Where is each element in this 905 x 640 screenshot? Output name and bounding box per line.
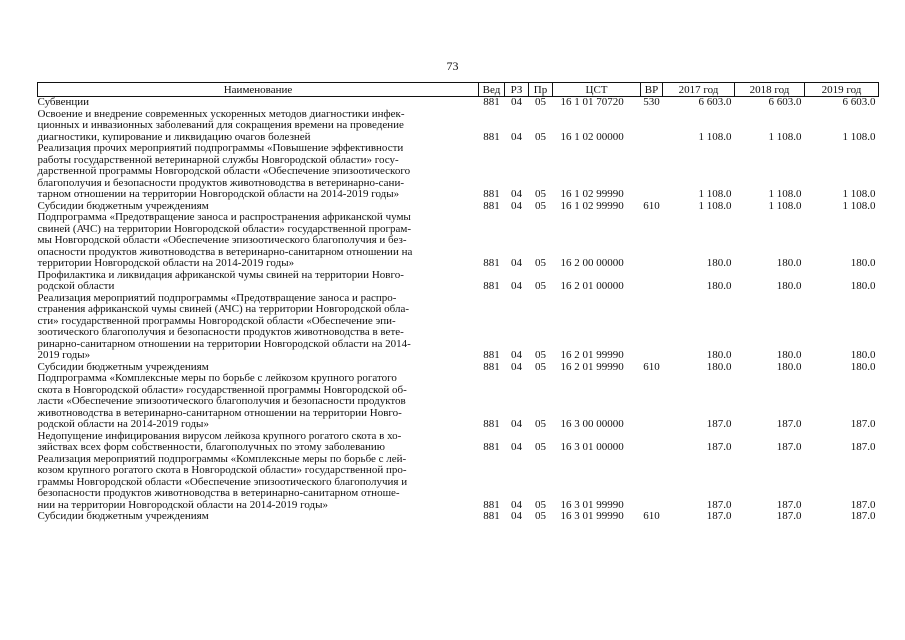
cell-rz: 04 [511, 441, 522, 453]
cell-cst: 16 1 02 00000 [560, 130, 624, 143]
cell-2018: 187.0 [776, 498, 802, 511]
cell-name-line: 2019 годы» [37, 349, 91, 361]
cell-vr: 530 [643, 96, 660, 108]
column-header-ved: Вед [479, 83, 505, 97]
cell-name-line: территории Новгородской области на 2014-2019 годы» [37, 257, 295, 269]
cell-name-line: Субсидии бюджетным учреждениям [37, 360, 209, 373]
column-header-name: Наименование [38, 83, 479, 97]
cell-vr [641, 212, 663, 270]
cell-name-line: Реализация прочих мероприятий подпрограммы «Повышение эффективности [37, 142, 404, 154]
cell-name-line: животноводства в ветеринарно-санитарном отношении на территории Новго- [37, 406, 402, 419]
page-number: 73 [446, 59, 459, 73]
cell-name-line: зоотического благополучия и безопасности продуктов животноводства в вете- [37, 326, 404, 338]
cell-2019: 1 108.0 [842, 130, 876, 143]
cell-2017: 6 603.0 [698, 96, 732, 108]
cell-2019: 1 108.0 [842, 199, 876, 212]
cell-cst: 16 3 01 00000 [560, 441, 624, 453]
table-body [38, 97, 879, 523]
cell-pr: 05 [535, 280, 546, 292]
column-header-rz: РЗ [505, 83, 529, 97]
cell-2017: 1 108.0 [698, 130, 732, 143]
cell-name-line: Реализация мероприятий подпрограммы «Комплексные меры по борьбе с лей- [37, 452, 407, 465]
cell-2018: 1 108.0 [768, 188, 802, 200]
cell-2017: 1 108.0 [698, 199, 732, 212]
cell-name [38, 293, 479, 362]
cell-name [38, 97, 479, 109]
cell-name-line: опасности продуктов животноводства в ветеринарно-санитарном отношении на [37, 245, 413, 258]
cell-vr [641, 270, 663, 293]
cell-name-line: тарном отношении на территории Новгородской области на 2014-2019 годы» [37, 188, 400, 200]
cell-2019: 187.0 [850, 441, 876, 453]
cell-name-line: козом крупного рогатого скота в Новгородской области» государственной про- [37, 464, 407, 476]
cell-ved: 881 [483, 199, 500, 212]
cell-ved: 881 [483, 349, 500, 361]
cell-ved: 881 [483, 418, 500, 430]
cell-cst: 16 3 01 99990 [560, 498, 624, 511]
cell-2017: 180.0 [706, 257, 732, 269]
cell-name-line: Подпрограмма «Предотвращение заноса и распространения африканской чумы [37, 211, 411, 223]
cell-rz: 04 [511, 188, 522, 200]
cell-name-line: свиней (АЧС) на территории Новгородской области» государственной програм- [37, 222, 412, 235]
cell-ved: 881 [483, 257, 500, 269]
column-header-2019: 2019 год [805, 83, 879, 97]
cell-2017: 187.0 [706, 510, 732, 522]
cell-vr: 610 [643, 510, 660, 522]
cell-cst: 16 2 01 00000 [560, 280, 624, 292]
cell-2018: 1 108.0 [768, 199, 802, 212]
cell-vr [641, 431, 663, 454]
cell-name-line: Субвенции [37, 96, 90, 108]
cell-2018: 187.0 [776, 510, 802, 522]
column-header-vr: ВР [641, 83, 663, 97]
cell-name-line: скота в Новгородской области» государственной программы Новгородской об- [37, 383, 407, 396]
cell-2017: 180.0 [706, 280, 732, 292]
cell-pr: 05 [535, 199, 546, 212]
cell-name-line: Реализация мероприятий подпрограммы «Предотвращение заноса и распро- [37, 291, 397, 304]
cell-name-line: диагностики, купирование и ликвидацию очагов болезней [37, 130, 311, 143]
cell-name-line: Субсидии бюджетным учреждениям [37, 199, 209, 212]
cell-2018: 180.0 [776, 280, 802, 292]
cell-rz: 04 [511, 349, 522, 361]
cell-cst: 16 1 02 99990 [560, 199, 624, 212]
cell-name-line: граммы Новгородской области «Обеспечение эпизоотического благополучия и [37, 475, 408, 488]
cell-pr: 05 [535, 360, 546, 373]
table-row [38, 212, 879, 270]
cell-cst: 16 3 00 00000 [560, 418, 624, 430]
cell-vr: 610 [643, 199, 660, 212]
cell-vr [641, 293, 663, 362]
cell-2017: 187.0 [706, 418, 732, 430]
cell-name [38, 431, 479, 454]
cell-2018: 180.0 [776, 360, 802, 373]
cell-ved: 881 [483, 441, 500, 453]
cell-2017: 1 108.0 [698, 188, 732, 200]
cell-2019: 187.0 [850, 510, 876, 522]
cell-ved: 881 [483, 510, 500, 522]
cell-rz: 04 [511, 510, 522, 522]
cell-name-line: Субсидии бюджетным учреждениям [37, 510, 209, 522]
cell-2018: 180.0 [776, 257, 802, 269]
cell-rz: 04 [511, 130, 522, 143]
cell-2018: 180.0 [776, 349, 802, 361]
cell-name-line: Недопущение инфицирования вирусом лейкоза крупного рогатого скота в хо- [37, 429, 402, 442]
table-row [38, 143, 879, 201]
cell-name-line: ринарно-санитарном отношении на территории Новгородской области на 2014- [37, 337, 411, 350]
cell-name-line: зяйствах всех форм собственности, благополучных по этому заболеванию [37, 441, 385, 453]
cell-vr [641, 454, 663, 512]
cell-vr: 610 [643, 360, 660, 373]
cell-2019: 6 603.0 [842, 96, 876, 108]
cell-cst: 16 2 00 00000 [560, 257, 624, 269]
cell-2017: 180.0 [706, 360, 732, 373]
cell-ved: 881 [483, 96, 500, 108]
cell-cst: 16 3 01 99990 [560, 510, 624, 522]
cell-name [38, 373, 479, 431]
cell-pr: 05 [535, 130, 546, 143]
column-header-2017: 2017 год [663, 83, 735, 97]
cell-2019: 180.0 [850, 257, 876, 269]
column-header-cst: ЦСТ [553, 83, 641, 97]
column-header-pr: Пр [529, 83, 553, 97]
cell-cst: 16 2 01 99990 [560, 349, 624, 361]
cell-2019: 180.0 [850, 280, 876, 292]
cell-cst: 16 2 01 99990 [560, 360, 624, 373]
cell-name [38, 109, 479, 144]
cell-2018: 187.0 [776, 441, 802, 453]
cell-name [38, 454, 479, 512]
table-row [38, 109, 879, 144]
cell-rz: 04 [511, 498, 522, 511]
cell-name-line: благополучия и безопасности продуктов животноводства в ветеринарно-сани- [37, 176, 404, 189]
table-row [38, 97, 879, 109]
table-row [38, 511, 879, 523]
budget-table [37, 82, 879, 523]
cell-name-line: безопасности продуктов животноводства в ветеринарно-санитарном отноше- [37, 487, 400, 499]
cell-2017: 187.0 [706, 498, 732, 511]
cell-name-line: Профилактика и ликвидация африканской чумы свиней на территории Новго- [37, 268, 404, 281]
cell-pr: 05 [535, 441, 546, 453]
cell-2017: 180.0 [706, 349, 732, 361]
cell-pr: 05 [535, 257, 546, 269]
column-header-2018: 2018 год [735, 83, 805, 97]
cell-cst: 16 1 01 70720 [560, 96, 624, 108]
cell-2018: 1 108.0 [768, 130, 802, 143]
cell-2017: 187.0 [706, 441, 732, 453]
cell-name-line: нии на территории Новгородской области на 2014-2019 годы» [37, 498, 329, 511]
table-row [38, 373, 879, 431]
cell-2019: 187.0 [850, 418, 876, 430]
cell-pr: 05 [535, 349, 546, 361]
cell-pr: 05 [535, 418, 546, 430]
cell-ved: 881 [483, 360, 500, 373]
cell-name [38, 212, 479, 270]
table-row [38, 454, 879, 512]
cell-name [38, 270, 479, 293]
cell-rz: 04 [511, 280, 522, 292]
cell-name-line: мы Новгородской области «Обеспечение эпизоотического благополучия и без- [37, 234, 407, 246]
cell-name [38, 143, 479, 201]
cell-rz: 04 [511, 96, 522, 108]
table-row [38, 293, 879, 362]
cell-name-line: родской области [37, 280, 115, 292]
cell-name-line: сти» государственной программы Новгородской области «Обеспечение эпи- [37, 314, 396, 327]
cell-rz: 04 [511, 418, 522, 430]
cell-2019: 1 108.0 [842, 188, 876, 200]
table-row [38, 431, 879, 454]
cell-name-line: Освоение и внедрение современных ускоренных методов диагностики инфек- [37, 107, 405, 120]
cell-vr [641, 109, 663, 144]
cell-2019: 180.0 [850, 349, 876, 361]
table-row [38, 270, 879, 293]
cell-pr: 05 [535, 498, 546, 511]
cell-name-line: ласти «Обеспечение эпизоотического благополучия и безопасности продуктов [37, 395, 406, 407]
cell-2018: 6 603.0 [768, 96, 802, 108]
cell-name [38, 511, 479, 523]
cell-name-line: странения африканской чумы свиней (АЧС) на территории Новгородской обла- [37, 303, 409, 315]
cell-rz: 04 [511, 360, 522, 373]
cell-vr [641, 143, 663, 201]
table-header [38, 83, 879, 97]
cell-ved: 881 [483, 188, 500, 200]
cell-name-line: Подпрограмма «Комплексные меры по борьбе с лейкозом крупного рогатого [37, 372, 397, 384]
cell-pr: 05 [535, 96, 546, 108]
cell-ved: 881 [483, 280, 500, 292]
cell-name-line: родской области на 2014-2019 годы» [37, 418, 209, 430]
cell-pr: 05 [535, 510, 546, 522]
cell-name-line: ционных и инвазионных заболеваний для сокращения времени на проведение [37, 119, 404, 131]
cell-name-line: работы государственной ветеринарной службы Новгородской области» госу- [37, 153, 399, 166]
cell-name-line: дарственной программы Новгородской области «Обеспечение эпизоотического [37, 165, 411, 177]
cell-2019: 187.0 [850, 498, 876, 511]
cell-2019: 180.0 [850, 360, 876, 373]
cell-rz: 04 [511, 199, 522, 212]
cell-ved: 881 [483, 130, 500, 143]
cell-vr [641, 373, 663, 431]
cell-rz: 04 [511, 257, 522, 269]
cell-2018: 187.0 [776, 418, 802, 430]
cell-pr: 05 [535, 188, 546, 200]
cell-cst: 16 1 02 99990 [560, 188, 624, 200]
cell-ved: 881 [483, 498, 500, 511]
